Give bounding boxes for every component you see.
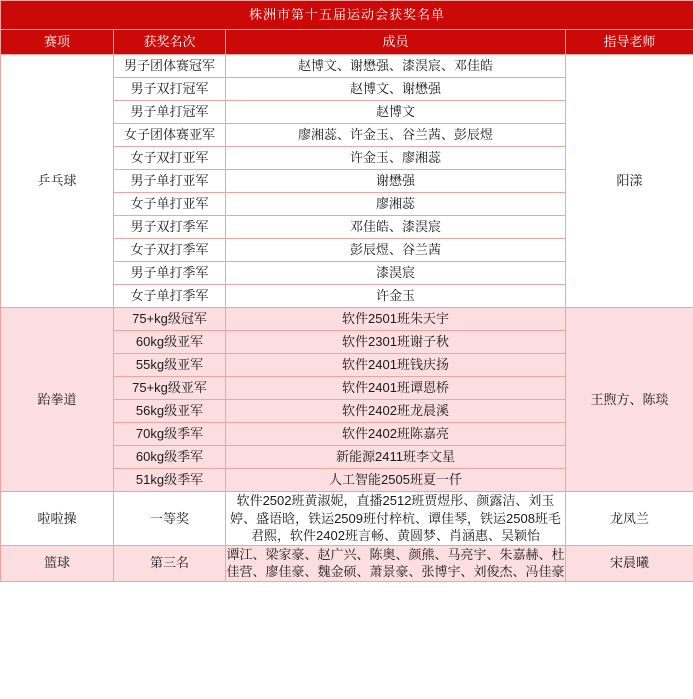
member-cell: 软件2401班谭恩桥: [226, 377, 566, 400]
column-header-member: 成员: [226, 30, 566, 55]
member-cell: 许金玉、廖湘蕊: [226, 147, 566, 170]
page-title: 株洲市第十五届运动会获奖名单: [1, 1, 693, 30]
event-cell-0: 乒乓球: [1, 55, 114, 308]
column-header-rank: 获奖名次: [114, 30, 226, 55]
rank-cell: 女子团体赛亚军: [114, 124, 226, 147]
member-cell: 赵博文、谢懋强、漆淏宸、邓佳皓: [226, 55, 566, 78]
teacher-cell-3: 宋晨曦: [566, 545, 693, 581]
event-cell-2: 啦啦操: [1, 492, 114, 546]
member-cell: 谢懋强: [226, 170, 566, 193]
member-cell: 谭江、梁家豪、赵广兴、陈奥、颜熊、马亮宇、朱嘉赫、杜佳营、廖佳豪、魏金硕、萧景豪、张博宇、刘俊杰、冯佳豪: [226, 545, 566, 581]
member-cell: 软件2502班黄淑妮，直播2512班贾煜彤、颜露洁、刘玉婷、盛语晗，铁运2509班付梓杭、谭佳琴，铁运2508班毛君熙，软件2402班言畅、黄圆梦、肖涵惠、吴颖怡: [226, 492, 566, 546]
rank-cell: 男子双打季军: [114, 216, 226, 239]
member-cell: 软件2402班龙晨溪: [226, 400, 566, 423]
rank-cell: 男子团体赛冠军: [114, 55, 226, 78]
member-cell: 许金玉: [226, 285, 566, 308]
teacher-cell-2: 龙凤兰: [566, 492, 693, 546]
rank-cell: 第三名: [114, 545, 226, 581]
member-cell: 赵博文: [226, 101, 566, 124]
rank-cell: 男子单打冠军: [114, 101, 226, 124]
rank-cell: 男子单打季军: [114, 262, 226, 285]
teacher-cell-1: 王煦方、陈琰: [566, 308, 693, 492]
rank-cell: 70kg级季军: [114, 423, 226, 446]
rank-cell: 女子单打亚军: [114, 193, 226, 216]
rank-cell: 男子单打亚军: [114, 170, 226, 193]
member-cell: 彭辰煜、谷兰茜: [226, 239, 566, 262]
member-cell: 软件2401班钱庆扬: [226, 354, 566, 377]
member-cell: 漆淏宸: [226, 262, 566, 285]
member-cell: 赵博文、谢懋强: [226, 78, 566, 101]
rank-cell: 75+kg级冠军: [114, 308, 226, 331]
rank-cell: 女子双打亚军: [114, 147, 226, 170]
rank-cell: 51kg级季军: [114, 469, 226, 492]
table-row: [1, 55, 693, 78]
rank-cell: 60kg级季军: [114, 446, 226, 469]
column-header-teacher: 指导老师: [566, 30, 693, 55]
column-header-event: 赛项: [1, 30, 114, 55]
member-cell: 软件2301班谢子秋: [226, 331, 566, 354]
event-cell-3: 篮球: [1, 545, 114, 581]
member-cell: 廖湘蕊、许金玉、谷兰茜、彭辰煜: [226, 124, 566, 147]
rank-cell: 一等奖: [114, 492, 226, 546]
header-row: [1, 30, 693, 55]
member-cell: 邓佳皓、漆淏宸: [226, 216, 566, 239]
rank-cell: 女子单打季军: [114, 285, 226, 308]
rank-cell: 女子双打季军: [114, 239, 226, 262]
member-cell: 人工智能2505班夏一仟: [226, 469, 566, 492]
rank-cell: 男子双打冠军: [114, 78, 226, 101]
teacher-cell-0: 阳漾: [566, 55, 693, 308]
rank-cell: 75+kg级亚军: [114, 377, 226, 400]
member-cell: 软件2501班朱天宇: [226, 308, 566, 331]
event-cell-1: 跆拳道: [1, 308, 114, 492]
member-cell: 廖湘蕊: [226, 193, 566, 216]
rank-cell: 60kg级亚军: [114, 331, 226, 354]
rank-cell: 55kg级亚军: [114, 354, 226, 377]
table-row: [1, 492, 693, 546]
member-cell: 新能源2411班李文星: [226, 446, 566, 469]
title-row: [1, 1, 693, 30]
table-row: [1, 308, 693, 331]
rank-cell: 56kg级亚军: [114, 400, 226, 423]
member-cell: 软件2402班陈嘉亮: [226, 423, 566, 446]
table-row: [1, 545, 693, 581]
